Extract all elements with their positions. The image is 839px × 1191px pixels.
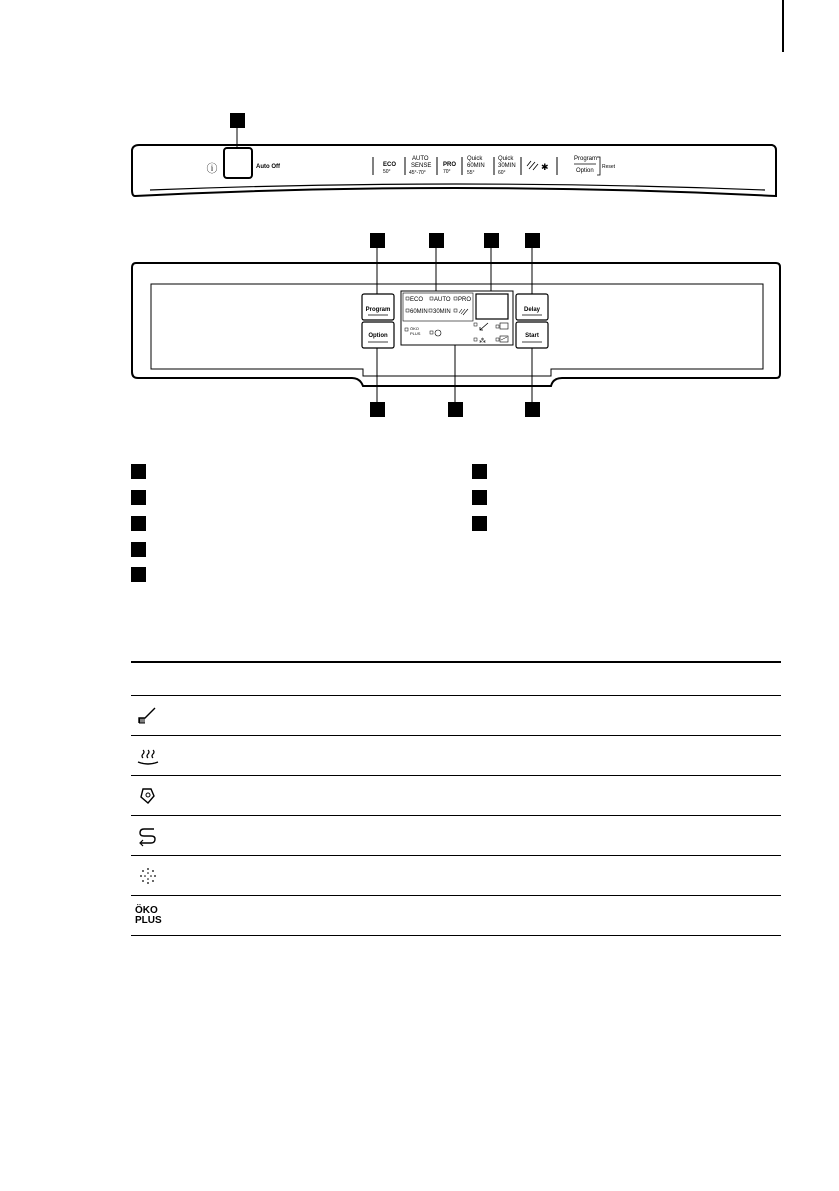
- svg-text:60MIN: 60MIN: [467, 163, 485, 169]
- option-button[interactable]: [362, 322, 394, 348]
- svg-text:60°: 60°: [498, 170, 506, 176]
- rinse-aid-icon: [131, 696, 181, 736]
- svg-text:ECO: ECO: [383, 162, 397, 168]
- callout-square: [230, 113, 245, 128]
- svg-text:55°: 55°: [467, 170, 475, 176]
- callout-square: [448, 402, 463, 417]
- svg-text:Delay: Delay: [523, 307, 541, 313]
- table-row: [131, 696, 781, 736]
- svg-text:Program: Program: [574, 156, 598, 162]
- svg-text:PRO: PRO: [458, 297, 472, 303]
- svg-text:60MIN: 60MIN: [410, 309, 428, 315]
- table-row: [131, 856, 781, 896]
- svg-text:AUTO: AUTO: [412, 156, 429, 162]
- delay-button[interactable]: [516, 294, 548, 320]
- svg-text:Program: Program: [365, 307, 391, 313]
- legend-square: [131, 542, 146, 557]
- time-display: [476, 294, 508, 319]
- start-button[interactable]: [516, 322, 548, 348]
- svg-text:30MIN: 30MIN: [433, 309, 451, 315]
- drying-icon: [131, 736, 181, 776]
- top-panel: [132, 113, 776, 196]
- program-button[interactable]: [362, 294, 394, 320]
- power-button[interactable]: [224, 148, 252, 178]
- front-panel: [132, 233, 780, 417]
- svg-text:AUTO: AUTO: [434, 297, 451, 303]
- svg-text:PLUS: PLUS: [410, 331, 421, 336]
- display-area: [401, 291, 513, 345]
- svg-text:⁂: ⁂: [479, 338, 486, 345]
- legend-square: [472, 490, 487, 505]
- salt-icon: [131, 776, 181, 816]
- oko-plus-icon: ÖKO PLUS: [131, 896, 181, 936]
- svg-text:PRO: PRO: [443, 162, 457, 168]
- callout-square: [525, 402, 540, 417]
- svg-text:ÖKO: ÖKO: [410, 326, 419, 331]
- table-row: [131, 896, 781, 936]
- callout-square: [429, 233, 444, 248]
- svg-text:Start: Start: [525, 333, 539, 339]
- legend-square: [131, 490, 146, 505]
- legend: [131, 464, 751, 584]
- svg-text:SENSE: SENSE: [411, 163, 432, 169]
- legend-square: [131, 516, 146, 531]
- power-icon: ⓘ: [206, 163, 218, 175]
- callout-square: [484, 233, 499, 248]
- svg-text:50°: 50°: [383, 169, 391, 175]
- table-row: [131, 736, 781, 776]
- indicator-table: [131, 661, 781, 936]
- svg-text:Option: Option: [576, 168, 594, 174]
- svg-text:Reset: Reset: [602, 164, 616, 170]
- legend-square: [131, 567, 146, 582]
- table-row: [131, 816, 781, 856]
- svg-text:45°-70°: 45°-70°: [409, 170, 426, 176]
- svg-text:Option: Option: [368, 333, 388, 339]
- callout-square: [525, 233, 540, 248]
- svg-text:Quick: Quick: [467, 156, 483, 162]
- svg-text:✱: ✱: [541, 162, 549, 172]
- table-header-row: [131, 662, 781, 696]
- svg-text:ECO: ECO: [410, 297, 424, 303]
- auto-off-label: Auto Off: [256, 164, 280, 170]
- legend-square: [472, 516, 487, 531]
- legend-square: [472, 464, 487, 479]
- svg-text:Quick: Quick: [498, 156, 514, 162]
- control-panel-illustration: [0, 0, 839, 440]
- machine-care-icon: [131, 856, 181, 896]
- callout-square: [370, 402, 385, 417]
- legend-square: [131, 464, 146, 479]
- callout-square: [370, 233, 385, 248]
- table-row: [131, 776, 781, 816]
- regeneration-icon: [131, 816, 181, 856]
- svg-text:70°: 70°: [443, 169, 451, 175]
- svg-text:30MIN: 30MIN: [498, 163, 516, 169]
